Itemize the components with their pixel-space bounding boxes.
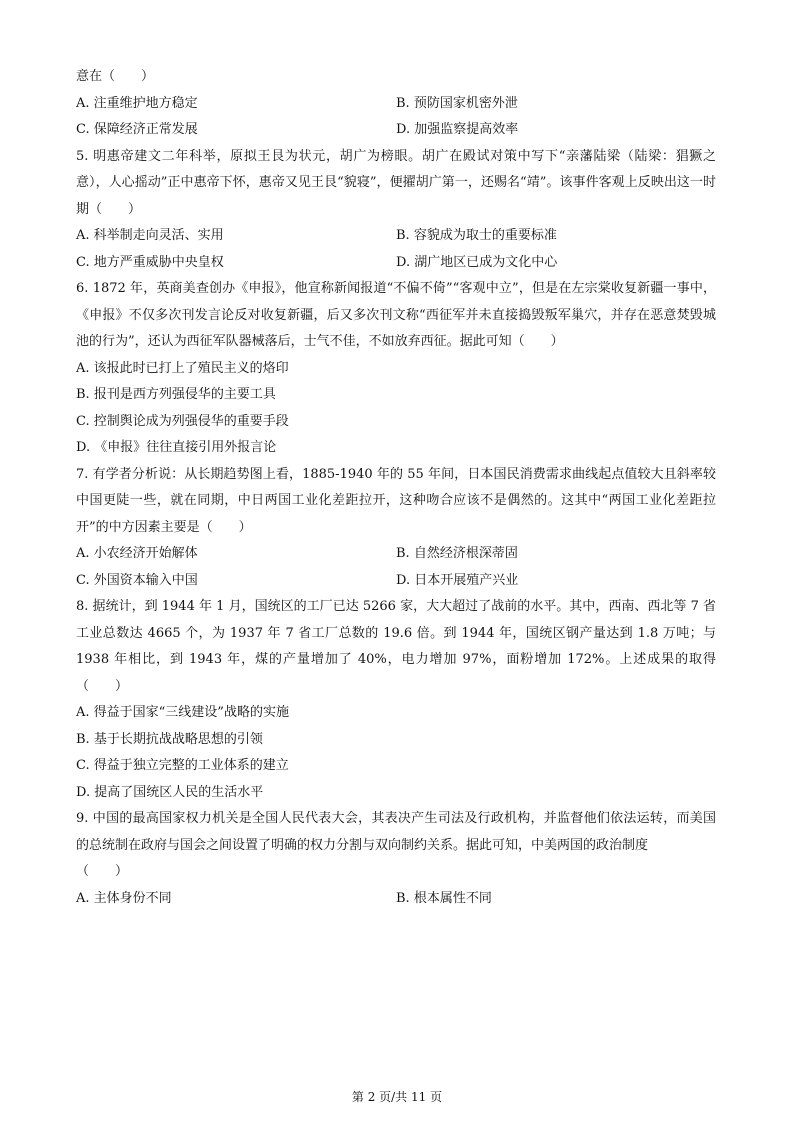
q4-options-row-2 xyxy=(76,117,716,144)
q5-options-row-2 xyxy=(76,250,716,277)
q7-option-c: C. 外国资本输入中国 xyxy=(76,572,198,588)
q4-option-c: C. 保障经济正常发展 xyxy=(76,122,198,137)
q7-options-row-1 xyxy=(76,541,716,568)
q9-option-a: A. 主体身份不同 xyxy=(76,890,172,906)
q4-options-row-1 xyxy=(76,91,716,118)
q7-option-d: D. 日本开展殖产兴业 xyxy=(396,572,519,588)
q9-stem: 9. 中国的最高国家权力机关是全国人民代表大会，其表决产生司法及行政机构，并监督他们依法运转，而美国的总统制在政府与国会之间设置了明确的权力分割与双向制约关系。据此可知，中美两国的政治制度 xyxy=(76,811,716,853)
q6-option-d: D. 《申报》往往直接引用外报言论 xyxy=(76,440,277,455)
q9-options-row-1 xyxy=(76,886,716,913)
q8-option-d: D. 提高了国统区人民的生活水平 xyxy=(76,784,264,800)
q7-option-b: B. 自然经济根深蒂固 xyxy=(396,546,518,561)
q5-options-row-1 xyxy=(76,223,716,250)
q8-option-c: C. 得益于独立完整的工业体系的建立 xyxy=(76,758,289,773)
q5-option-a: A. 科举制走向灵活、实用 xyxy=(76,228,224,243)
q6-option-c: C. 控制舆论成为列强侵华的重要手段 xyxy=(76,413,289,429)
q7-stem: 7. 有学者分析说：从长期趋势图上看，1885-1940 年的 55 年间，日本国民消费需求曲线起点值较大且斜率较中国更陡一些，就在同期，中日两国工业化差距拉开，这种吻合应该不是偶然的。这其中“两国工业化差距拉开”的中方因素主要是（ ） xyxy=(76,466,716,535)
q4-option-b: B. 预防国家机密外泄 xyxy=(396,95,518,111)
q5-option-d: D. 湖广地区已成为文化中心 xyxy=(396,254,558,270)
q4-stem-tail: 意在（ ） xyxy=(76,69,155,84)
q7-option-a: A. 小农经济开始解体 xyxy=(76,546,198,561)
q6-option-b: B. 报刊是西方列强侵华的主要工具 xyxy=(76,387,276,402)
q8-option-a: A. 得益于国家“三线建设”战略的实施 xyxy=(76,705,289,720)
q7-options-row-2 xyxy=(76,568,716,595)
q4-option-d: D. 加强监察提高效率 xyxy=(396,122,519,137)
q4-option-a: A. 注重维护地方稳定 xyxy=(76,95,198,111)
q5-option-c: C. 地方严重威胁中央皇权 xyxy=(76,254,224,270)
q8-option-b: B. 基于长期抗战战略思想的引领 xyxy=(76,731,263,747)
q5-stem: 5. 明惠帝建文二年科举，原拟王艮为状元，胡广为榜眼。胡广在殿试对策中写下“亲藩陆梁（陆梁：猖獗之意），人心摇动”正中惠帝下怀，惠帝又见王艮“貌寝”，便擢胡广第一，还赐名“靖”。该事件客观上反映出这一时期（ ） xyxy=(76,148,716,217)
q6-stem: 6. 1872 年，英商美查创办《申报》，他宣称新闻报道“不偏不倚”“客观中立”，但是在左宗棠收复新疆一事中，《申报》不仅多次刊发言论反对收复新疆，后又多次刊文称“西征军并未直接捣毁叛军巢穴，并存在恶意焚毁城池的行为”，还认为西征军队器械落后，士气不佳，不如放弃西征。据此可知（ ） xyxy=(76,281,716,349)
q9-option-b: B. 根本属性不同 xyxy=(396,890,492,906)
q9-stem-tail: （ ） xyxy=(76,864,129,879)
q6-option-a: A. 该报此时已打上了殖民主义的烙印 xyxy=(76,360,289,376)
exam-page-content xyxy=(76,64,716,912)
q8-stem: 8. 据统计，到 1944 年 1 月，国统区的工厂已达 5266 家，大大超过了战前的水平。其中，西南、西北等 7 省工业总数达 4665 个，为 1937 年 7 省工厂总数的 19.6 倍。到 1944 年，国统区钢产量达到 1.8 万吨；与 1938 年相比，到 1943 年，煤的产量增加了 40%，电力增加 97%，面粉增加 172%。上述成果的取得（ ） xyxy=(76,599,716,694)
page-footer: 第 2 页/共 11 页 xyxy=(351,1090,443,1104)
q5-option-b: B. 容貌成为取士的重要标准 xyxy=(396,228,557,243)
